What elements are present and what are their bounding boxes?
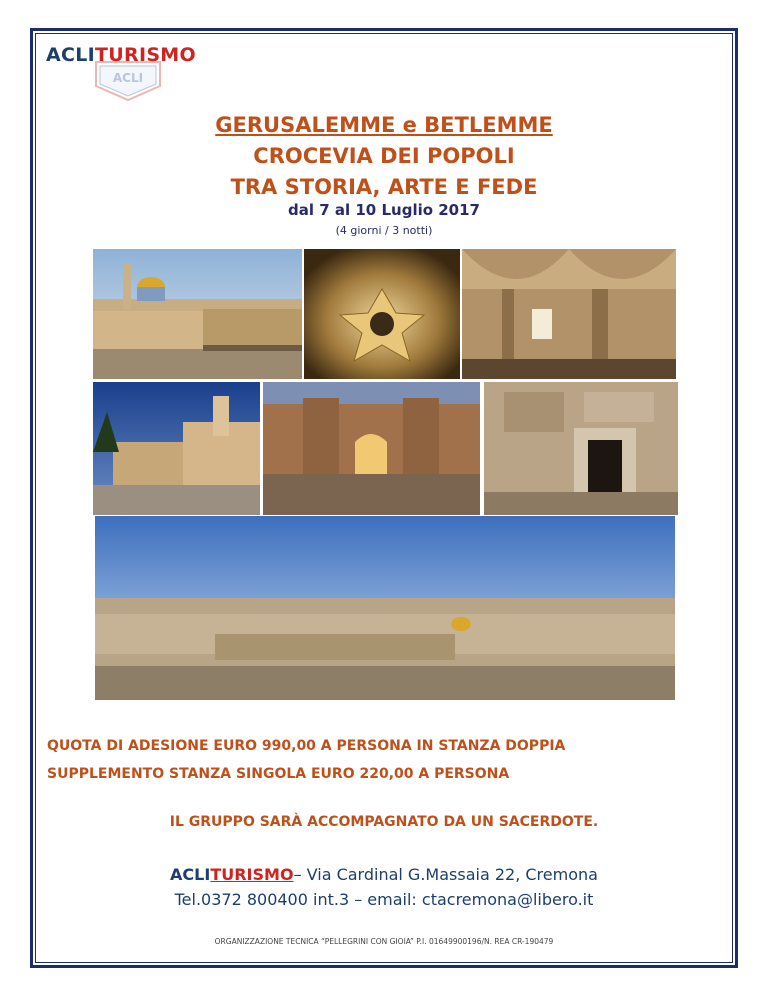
footer-organization: ORGANIZZAZIONE TECNICA “PELLEGRINI CON GIOIA” P.I. 01649900196/N. REA CR-190479 <box>214 937 554 946</box>
logo-text: ACLI <box>112 71 144 85</box>
brand-part-1: ACLI <box>46 44 96 66</box>
title-line-2: CROCEVIA DEI POPOLI <box>253 144 515 168</box>
contact-brand-1: ACLI <box>170 865 211 884</box>
brand-name <box>46 44 196 66</box>
address-text: – Via Cardinal G.Massaia 22, Cremona <box>293 865 598 884</box>
trip-duration: (4 giorni / 3 notti) <box>335 224 433 237</box>
photo-stone-doorway <box>484 382 678 515</box>
contact-brand-2: TURISMO <box>210 865 294 884</box>
photo-jerusalem-panorama <box>95 516 675 700</box>
price-double: QUOTA DI ADESIONE EURO 990,00 A PERSONA IN STANZA DOPPIA <box>47 738 566 754</box>
contact-phone-email[interactable]: Tel.0372 800400 int.3 – email: ctacremona@libero.it <box>174 890 594 909</box>
trip-dates: dal 7 al 10 Luglio 2017 <box>288 201 480 219</box>
photo-western-wall <box>93 249 302 379</box>
brand-part-2: TURISMO <box>95 44 196 66</box>
photo-grotto-star <box>304 249 460 379</box>
priest-note: IL GRUPPO SARÀ ACCOMPAGNATO DA UN SACERDOTE. <box>169 814 599 830</box>
photo-nativity-church <box>93 382 260 515</box>
photo-damascus-gate <box>263 382 480 515</box>
photo-cenacle-hall <box>462 249 676 379</box>
price-single-supplement: SUPPLEMENTO STANZA SINGOLA EURO 220,00 A PERSONA <box>47 766 510 782</box>
title-line-3: TRA STORIA, ARTE E FEDE <box>230 175 538 199</box>
title-line-1: GERUSALEMME e BETLEMME <box>215 113 553 137</box>
contact-address <box>0 865 768 884</box>
